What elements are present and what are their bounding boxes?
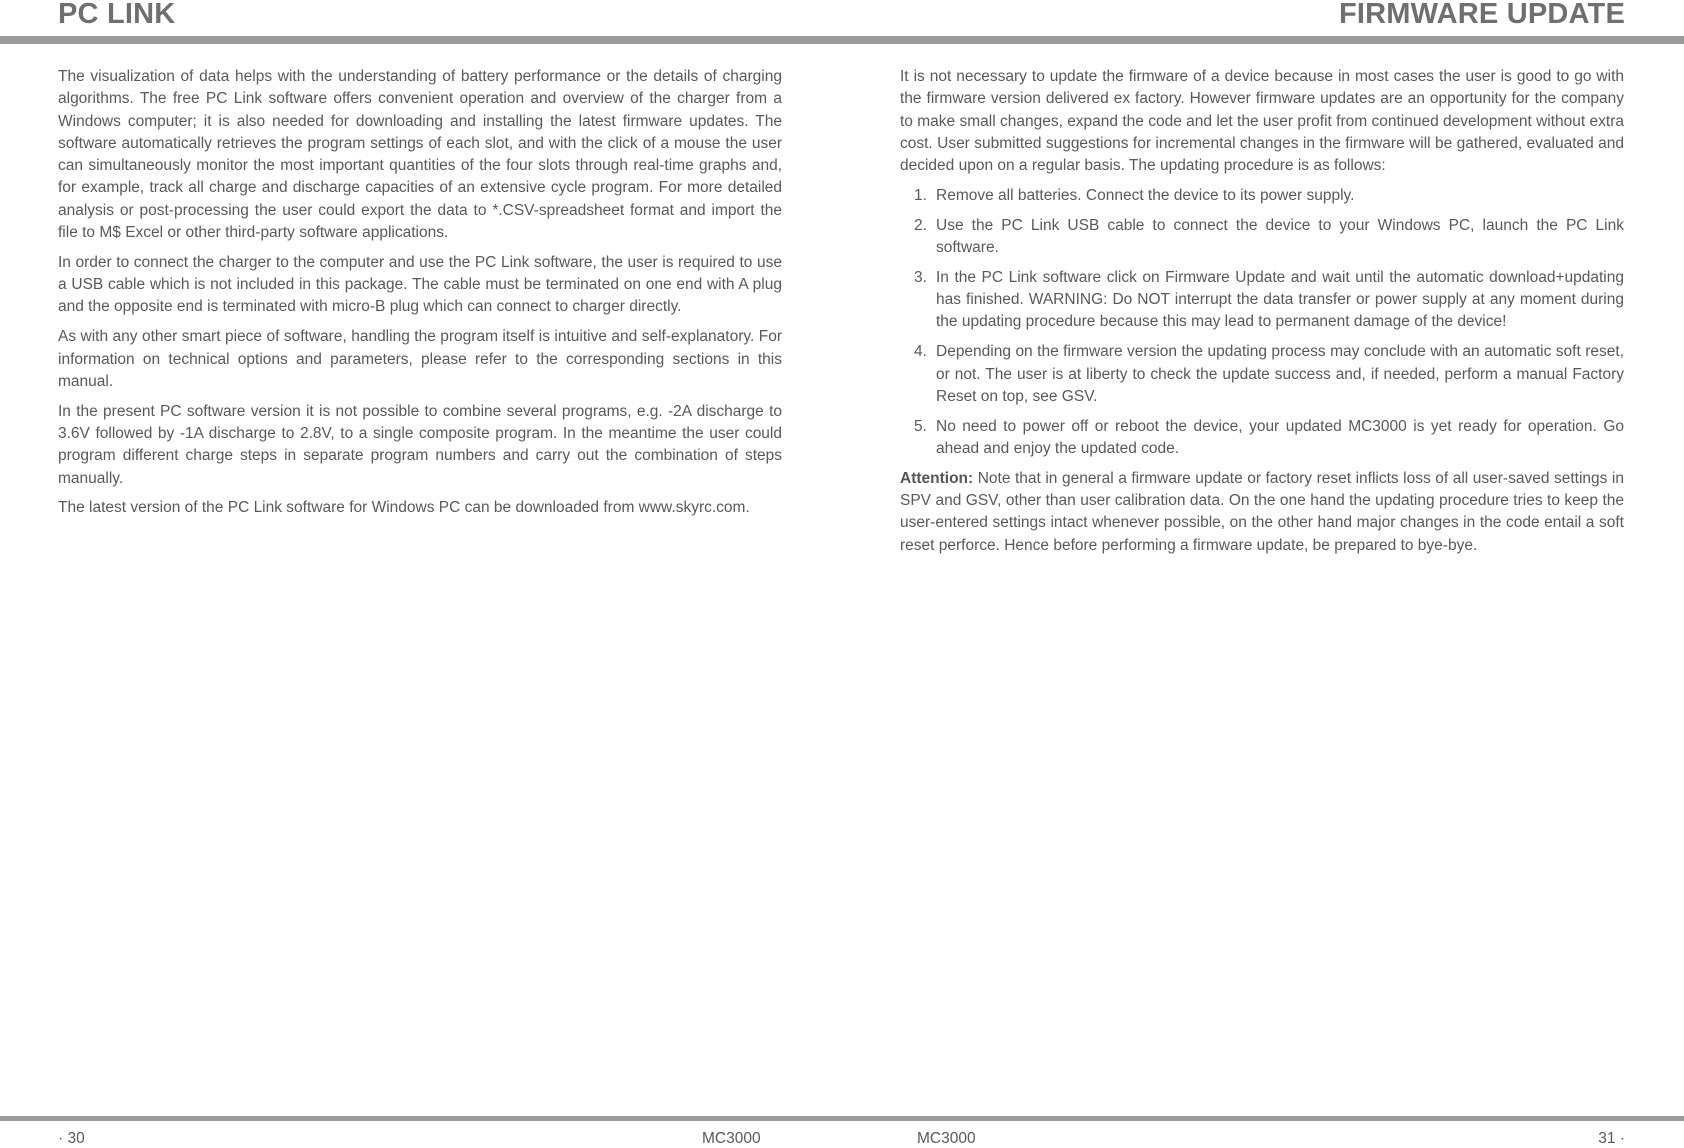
pc-link-paragraph-4: In the present PC software version it is not possible to combine several programs, e.g. -2A discharge to 3.6V followed by -1A discharge to 2.8V, to a single composite program. In the meantime the user could program different charge steps in separate program numbers and carry out the combination of steps manually. xyxy=(58,402,782,487)
right-column xyxy=(900,66,1624,564)
step-number: 2. xyxy=(914,216,927,234)
step-number: 5. xyxy=(914,417,927,435)
right-footer-model: MC3000 xyxy=(917,1130,976,1147)
footer-rule xyxy=(0,1116,1684,1121)
update-step-5 xyxy=(900,416,1624,461)
step-number: 3. xyxy=(914,268,927,286)
step-text: No need to power off or reboot the device, your updated MC3000 is yet ready for operation. Go ahead and enjoy the updated code. xyxy=(936,417,1624,457)
left-footer-model: MC3000 xyxy=(702,1130,761,1147)
update-steps-list xyxy=(900,185,1624,460)
attention-text: Note that in general a firmware update or factory reset inflicts loss of all user-saved settings in SPV and GSV, other than user calibration data. On the one hand the updating procedure tries to keep the user-entered settings intact whenever possible, on the other hand major changes in the code entail a soft reset perforce. Hence before performing a firmware update, be prepared to bye-bye. xyxy=(900,469,1624,554)
pc-link-paragraph-1: The visualization of data helps with the understanding of battery performance or the details of charging algorithms. The free PC Link software offers convenient operation and overview of the charger from a Windows computer; it is also needed for downloading and installing the latest firmware updates. The software automatically retrieves the program settings of each slot, and with the click of a mouse the user can simultaneously monitor the most important quantities of the four slots through real-time graphs and, for example, track all charge and discharge capacities of an extensive cycle program. For more detailed analysis or post-processing the user could export the data to *.CSV-spreadsheet format and import the file to M$ Excel or other third-party software applications. xyxy=(58,68,782,242)
step-number: 1. xyxy=(914,186,927,204)
step-number: 4. xyxy=(914,343,927,361)
firmware-intro-paragraph: It is not necessary to update the firmware of a device because in most cases the user is good to go with the firmware version delivered ex factory. However firmware updates are an opportunity for the company to make small changes, expand the code and let the user profit from continued development without extra cost. User submitted suggestions for incremental changes in the firmware will be gathered, evaluated and decided upon on a regular basis. The updating procedure is as follows: xyxy=(900,68,1624,175)
update-step-2 xyxy=(900,215,1624,260)
left-page-title: PC LINK xyxy=(58,0,176,30)
left-page-number: · 30 xyxy=(58,1130,85,1147)
pc-link-paragraph-5: The latest version of the PC Link software for Windows PC can be downloaded from www.skyrc.com. xyxy=(58,499,750,517)
attention-paragraph xyxy=(900,468,1624,557)
left-column xyxy=(58,66,782,527)
attention-label: Attention: xyxy=(900,469,974,487)
pc-link-paragraph-2: In order to connect the charger to the computer and use the PC Link software, the user is required to use a USB cable which is not included in this package. The cable must be terminated on one end with A plug and the opposite end is terminated with micro-B plug which can connect to charger directly. xyxy=(58,253,782,316)
step-text: Depending on the firmware version the updating process may conclude with an automatic soft reset, or not. The user is at liberty to check the update success and, if needed, perform a manual Factory Reset on top, see GSV. xyxy=(936,343,1624,405)
pc-link-paragraph-3: As with any other smart piece of software, handling the program itself is intuitive and self-explanatory. For information on technical options and parameters, please refer to the corresponding sections in this manual. xyxy=(58,328,782,390)
step-text: In the PC Link software click on Firmware Update and wait until the automatic download+updating has finished. WARNING: Do NOT interrupt the data transfer or power supply at any moment during the updating procedure because this may lead to permanent damage of the device! xyxy=(936,268,1624,331)
right-page-title: FIRMWARE UPDATE xyxy=(1338,0,1625,30)
update-step-1 xyxy=(900,185,1624,207)
step-text: Remove all batteries. Connect the device to its power supply. xyxy=(936,186,1355,204)
header-rule xyxy=(0,36,1684,44)
update-step-3 xyxy=(900,267,1624,334)
update-step-4 xyxy=(900,341,1624,408)
step-text: Use the PC Link USB cable to connect the device to your Windows PC, launch the PC Link software. xyxy=(936,216,1624,257)
right-page-number: 31 · xyxy=(1598,1130,1625,1147)
